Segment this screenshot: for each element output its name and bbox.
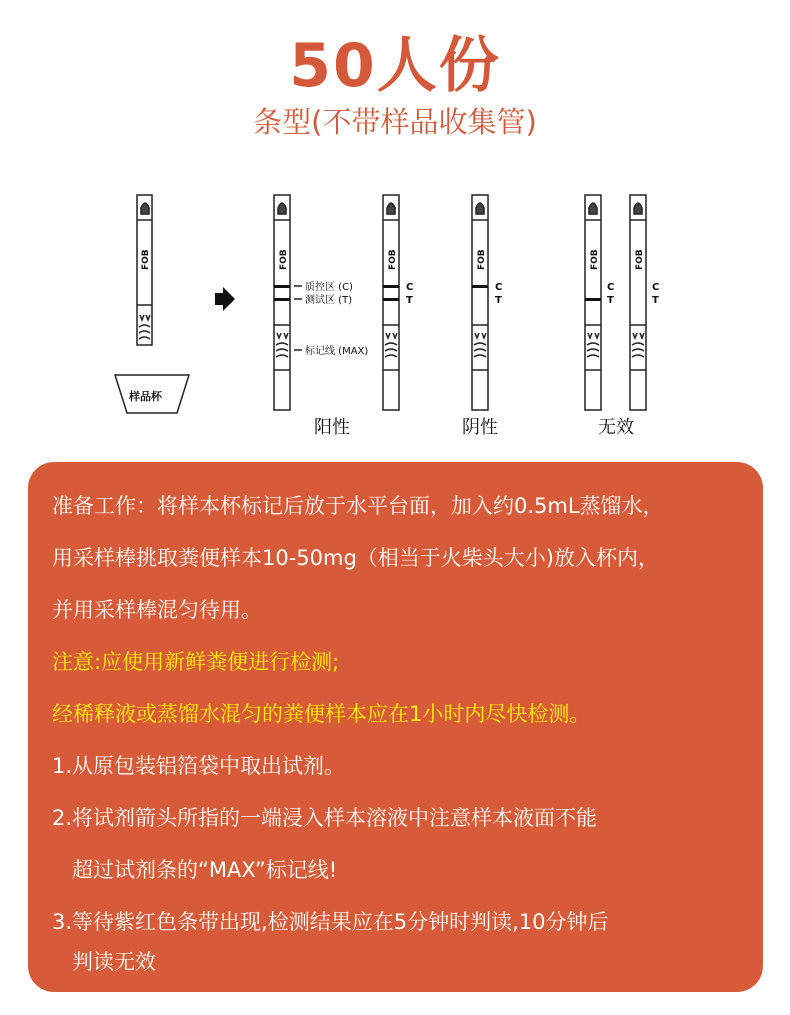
c-letter: C	[652, 282, 660, 293]
test-zone-label: 测试区 (T)	[305, 295, 353, 306]
test-procedure-diagram	[0, 175, 790, 450]
strip-negative	[472, 195, 488, 410]
result-negative-label: 阴性	[462, 417, 498, 438]
warning-line: 注意:应使用新鲜粪便进行检测;	[52, 650, 340, 674]
t-letter: T	[406, 295, 413, 306]
strip-invalid-1	[585, 195, 601, 410]
strip-invalid-2	[630, 195, 646, 410]
max-line-label: 标记线 (MAX)	[305, 346, 369, 357]
step-line: 2.将试剂箭头所指的一端浸入样本溶液中注意样本液面不能	[52, 806, 598, 830]
strip-label: FOB	[141, 249, 151, 270]
instructions-panel	[28, 462, 763, 992]
strip-label: FOB	[477, 249, 487, 270]
control-zone-label: 质控区 (C)	[305, 282, 353, 293]
cup-label: 样品杯	[129, 390, 162, 403]
step-line: 超过试剂条的“MAX”标记线!	[72, 858, 338, 882]
instruction-line: 并用采样棒混匀待用。	[52, 598, 262, 622]
c-letter: C	[607, 282, 615, 293]
result-invalid-label: 无效	[598, 417, 634, 438]
strip-label: FOB	[279, 249, 289, 270]
c-letter: C	[495, 282, 503, 293]
result-positive-label: 阳性	[314, 417, 350, 438]
instruction-line: 用采样棒挑取粪便样本10-50mg（相当于火柴头大小)放入杯内，	[52, 546, 659, 570]
step-line: 3.等待紫红色条带出现,检测结果应在5分钟时判读,10分钟后	[52, 910, 609, 934]
strip-label: FOB	[388, 249, 398, 270]
c-letter: C	[406, 282, 414, 293]
strip-positive	[383, 195, 399, 410]
instruction-line: 准备工作：将样本杯标记后放于水平台面，加入约0.5mL蒸馏水，	[52, 494, 664, 518]
step-line: 判读无效	[72, 950, 156, 974]
strip-label: FOB	[590, 249, 600, 270]
t-letter: T	[652, 295, 659, 306]
step-line: 1.从原包装铝箔袋中取出试剂。	[52, 754, 346, 778]
page-title: 50人份	[289, 31, 501, 101]
t-letter: T	[495, 295, 502, 306]
page-subtitle: 条型(不带样品收集管)	[253, 105, 537, 139]
arrow-right-icon	[215, 287, 235, 311]
warning-line: 经稀释液或蒸馏水混匀的粪便样本应在1小时内尽快检测。	[52, 702, 591, 726]
strip-label: FOB	[635, 249, 645, 270]
t-letter: T	[607, 295, 614, 306]
strip-positive-labeled	[274, 195, 302, 410]
